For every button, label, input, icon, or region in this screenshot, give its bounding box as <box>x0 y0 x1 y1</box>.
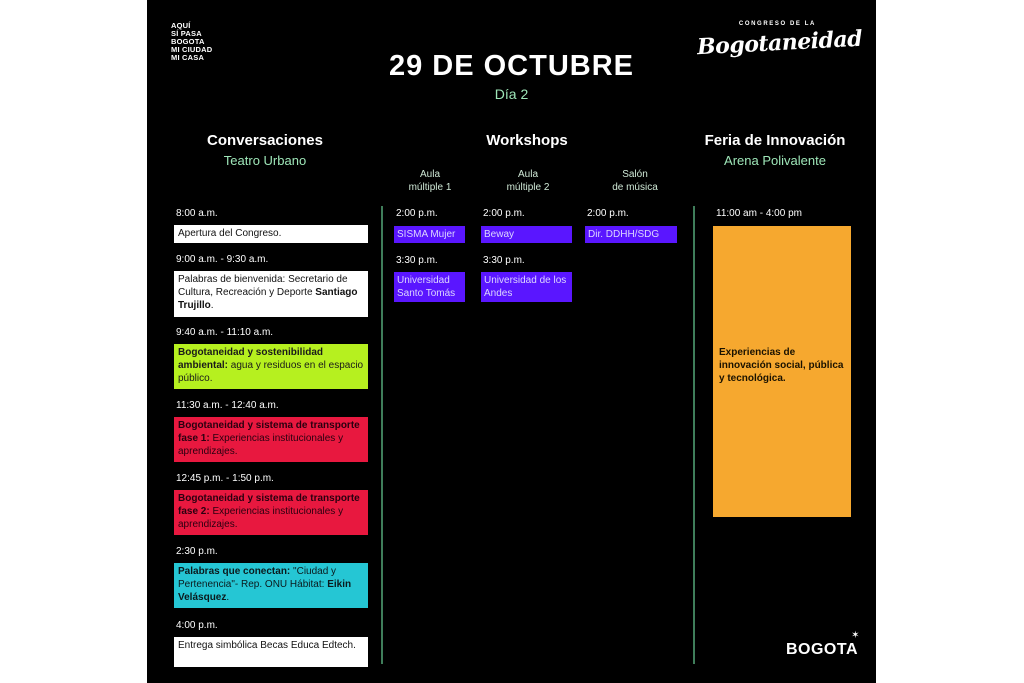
session-text: Apertura del Congreso. <box>178 228 282 239</box>
session-time: 2:30 p.m. <box>176 546 218 557</box>
workshop-text: Beway <box>484 229 515 240</box>
workshop-time: 3:30 p.m. <box>396 255 438 266</box>
workshop-text: Dir. DDHH/SDG <box>588 229 660 240</box>
workshop-time: 2:00 p.m. <box>587 208 629 219</box>
room-label: Salón <box>622 169 648 180</box>
room-aula-2 <box>493 168 563 194</box>
speaker-name: Eikin Velásquez <box>178 579 352 603</box>
workshop-text: Universidad de los Andes <box>484 275 567 299</box>
logo-line: MI CASA <box>171 53 205 62</box>
session-text: . <box>210 300 214 311</box>
logo-line: MI CIUDAD <box>171 45 213 54</box>
session-transporte-2 <box>174 490 368 535</box>
session-time: 9:00 a.m. - 9:30 a.m. <box>176 254 269 265</box>
conversaciones-venue: Teatro Urbano <box>223 153 307 168</box>
bogota-logo <box>785 630 860 659</box>
session-sostenibilidad <box>174 344 368 389</box>
room-aula-1 <box>395 168 465 194</box>
workshop-time: 2:00 p.m. <box>396 208 438 219</box>
session-text: . <box>226 592 230 603</box>
session-time: 9:40 a.m. - 11:10 a.m. <box>176 327 274 338</box>
workshop-santo-tomas <box>394 272 465 302</box>
session-topic: Bogotaneidad y sostenibilidad ambiental: <box>178 347 324 371</box>
feria-time: 11:00 am - 4:00 pm <box>716 208 802 219</box>
session-text: Experiencias institucionales y aprendizajes. <box>178 506 344 530</box>
session-text: agua y residuos en el espacio público. <box>178 360 364 384</box>
speaker-name: Santiago Trujillo <box>178 287 358 311</box>
workshop-text: SISMA Mujer <box>397 229 456 240</box>
workshop-ddhh-sdg <box>585 226 677 243</box>
session-apertura <box>174 225 368 243</box>
room-label: múltiple 2 <box>506 182 550 193</box>
column-divider <box>693 206 695 664</box>
session-time: 12:45 p.m. - 1:50 p.m. <box>176 473 274 484</box>
feria-venue: Arena Polivalente <box>724 153 826 168</box>
session-topic: Bogotaneidad y sistema de transporte fase 2: <box>178 493 360 517</box>
session-text: Palabras de bienvenida: Secretario de Cultura, Recreación y Deporte <box>178 274 348 298</box>
room-label: de música <box>612 182 658 193</box>
logo-line: BOGOTA <box>171 37 205 46</box>
feria-text: Experiencias de innovación social, pública y tecnológica. <box>719 347 844 384</box>
session-transporte-1 <box>174 417 368 462</box>
session-topic: Bogotaneidad y sistema de transporte fase 1: <box>178 420 360 444</box>
workshop-text: Universidad Santo Tomás <box>397 275 456 299</box>
room-label: Aula <box>517 169 538 180</box>
congreso-label: CONGRESO DE LA <box>738 21 816 27</box>
bogotaneidad-logo: Bogotaneidad <box>696 25 863 61</box>
session-text: Experiencias institucionales y aprendizajes. <box>178 433 344 457</box>
feria-block <box>713 226 851 517</box>
workshop-time: 2:00 p.m. <box>483 208 525 219</box>
session-text: Entrega simbólica Becas Educa Edtech. <box>178 640 356 651</box>
star-icon: ✶ <box>851 630 860 641</box>
feria-title: Feria de Innovación <box>704 132 846 149</box>
bogota-logo-text: BOGOTA <box>785 641 858 658</box>
room-salon-musica <box>600 168 670 194</box>
session-bienvenida <box>174 271 368 317</box>
session-time: 11:30 a.m. - 12:40 a.m. <box>176 400 279 411</box>
room-label: Aula <box>419 169 440 180</box>
session-time: 8:00 a.m. <box>176 208 218 219</box>
room-label: múltiple 1 <box>408 182 452 193</box>
workshop-time: 3:30 p.m. <box>483 255 525 266</box>
logo-line: SÍ PASA <box>171 29 202 38</box>
workshop-sisma-mujer <box>394 226 465 243</box>
session-palabras-conectan <box>174 563 368 608</box>
event-poster <box>147 0 876 683</box>
workshops-title: Workshops <box>486 132 568 149</box>
workshop-los-andes <box>481 272 572 302</box>
logo-line: AQUÍ <box>171 21 191 30</box>
session-time: 4:00 p.m. <box>176 620 218 631</box>
session-becas <box>174 637 368 667</box>
column-divider <box>381 206 383 664</box>
session-topic: Palabras que conectan: <box>178 566 291 577</box>
workshop-beway <box>481 226 572 243</box>
session-text: "Ciudad y Pertenencia"- Rep. ONU Hábitat: <box>178 566 337 590</box>
day-subtitle: Día 2 <box>494 86 529 102</box>
page-title: 29 DE OCTUBRE <box>388 50 635 82</box>
conversaciones-title: Conversaciones <box>207 132 323 149</box>
